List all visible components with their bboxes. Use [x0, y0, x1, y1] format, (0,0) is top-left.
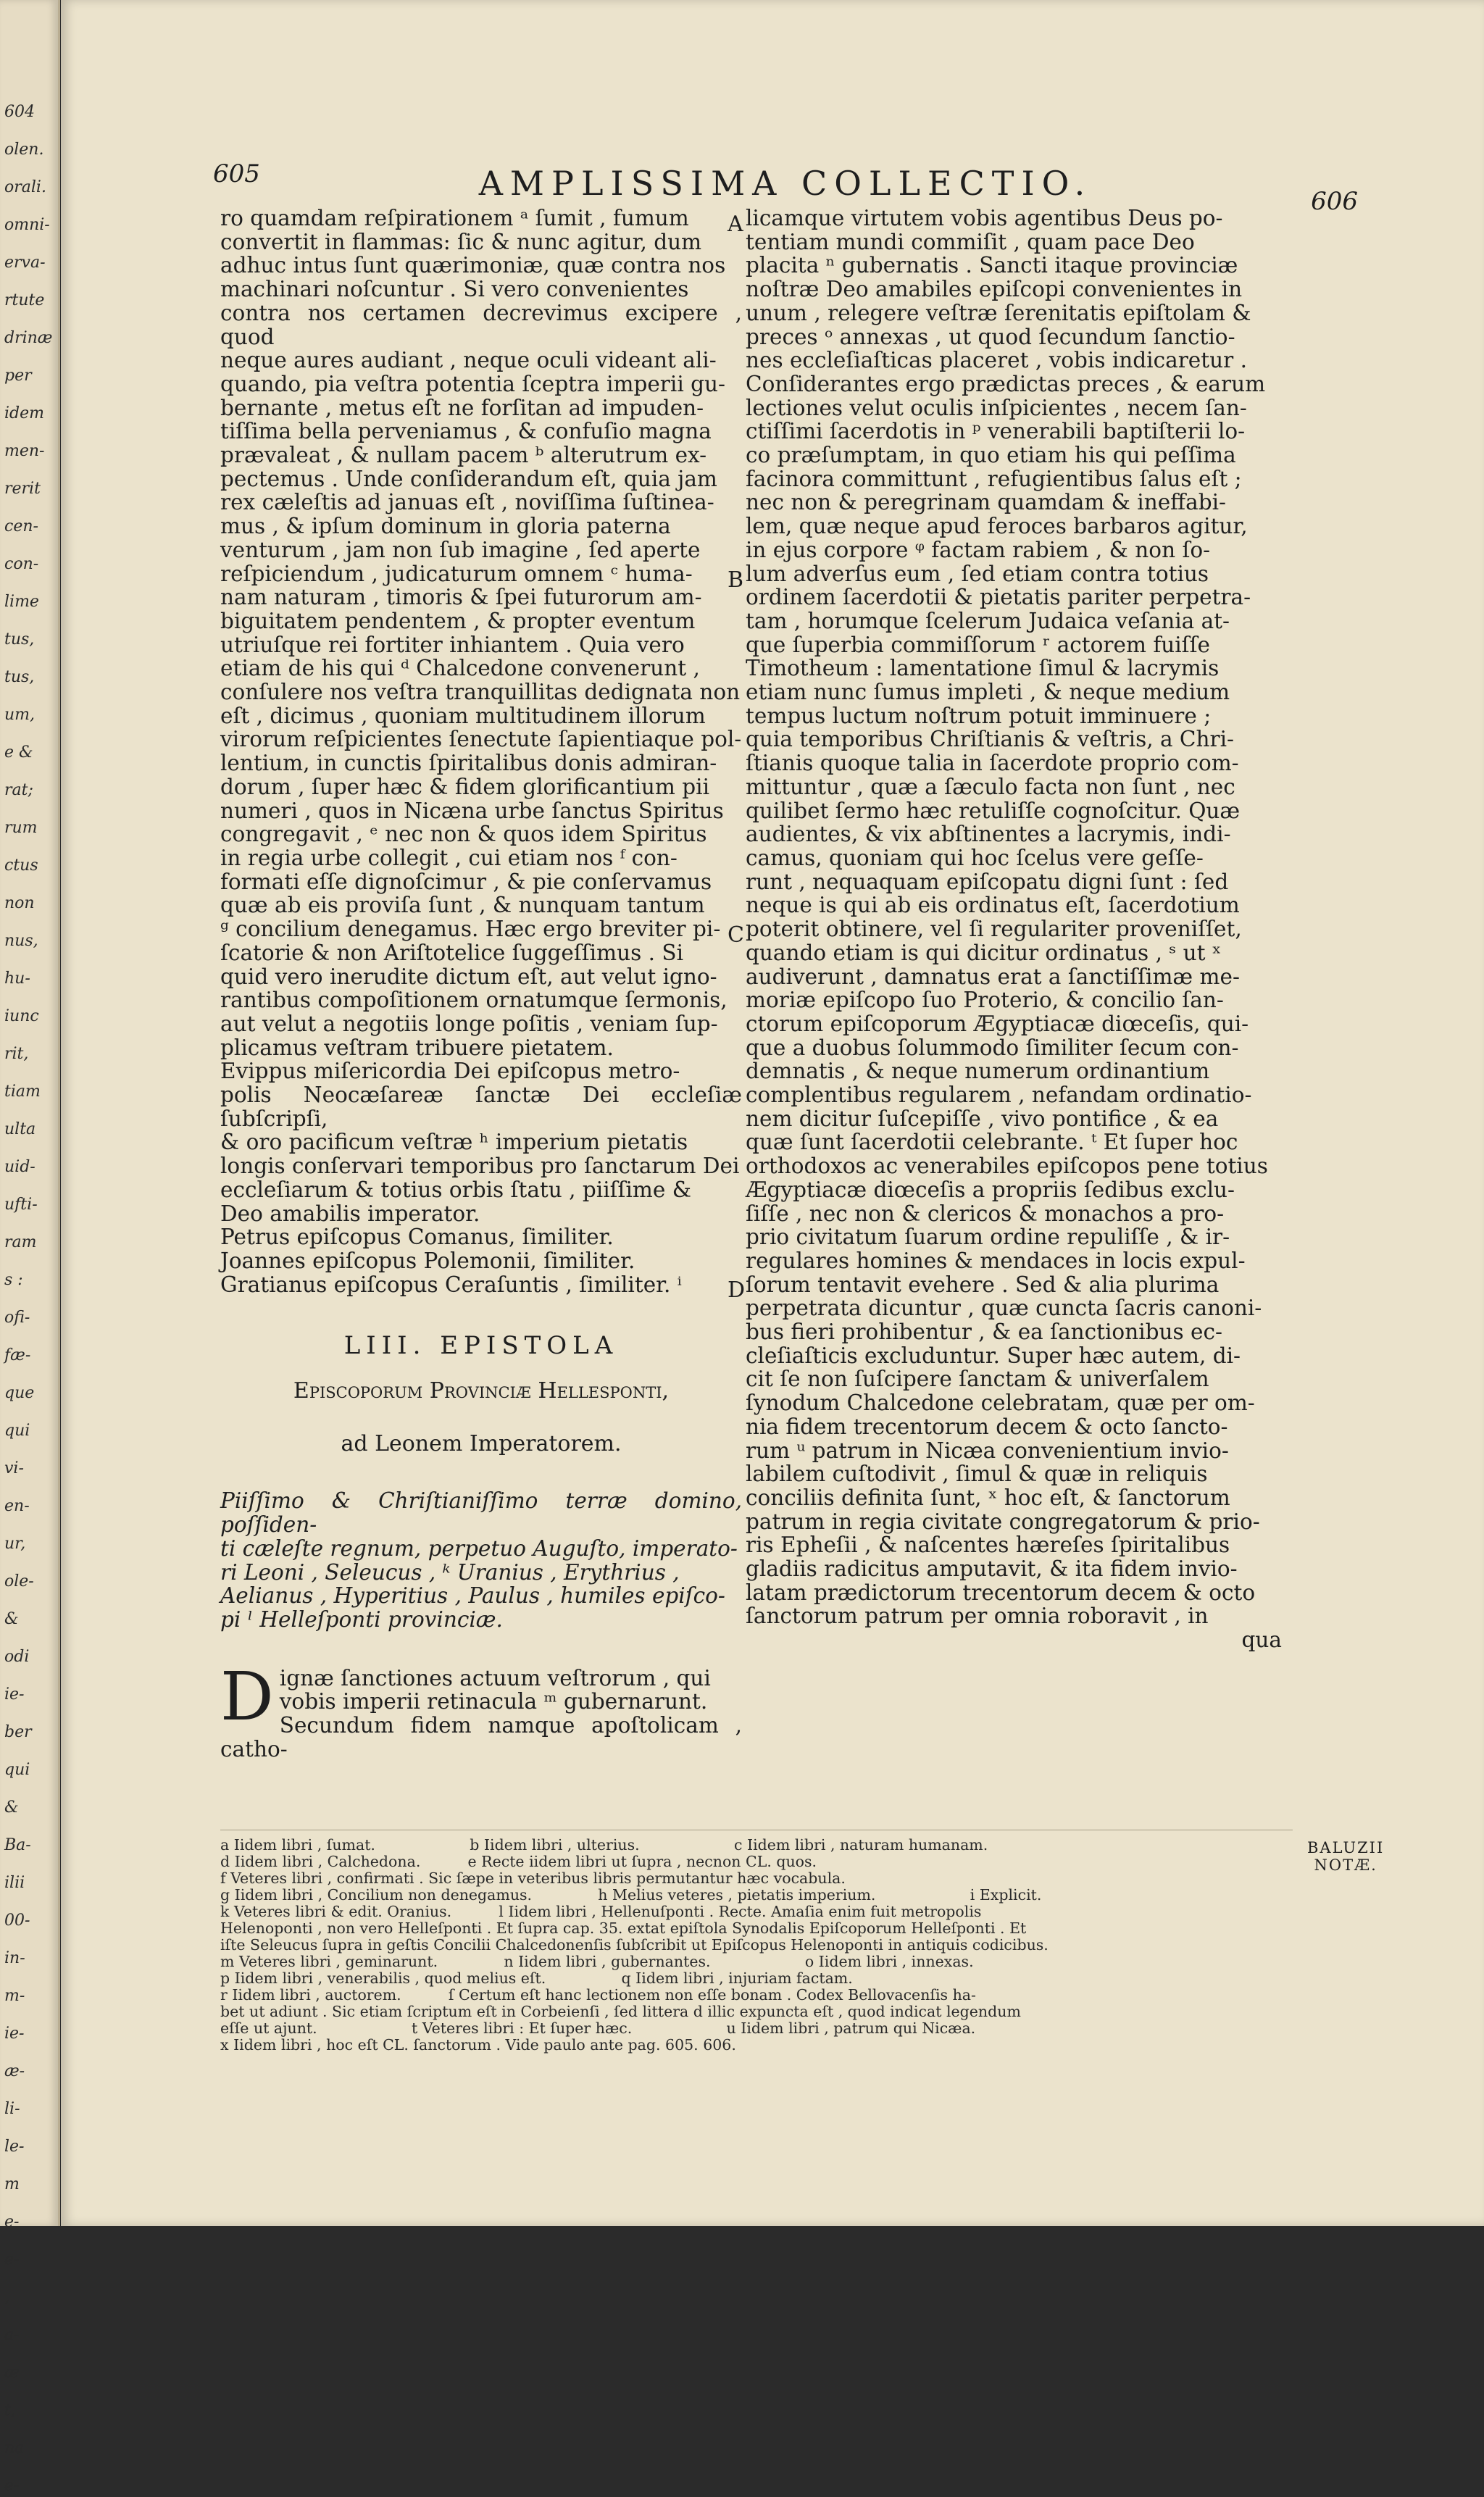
text-line: ctorum epiſcoporum Ægyptiacæ diœceſis, qui- — [746, 1011, 1249, 1036]
previous-page-fragment: lime — [4, 593, 39, 611]
page-header — [213, 159, 1358, 216]
previous-page-fragment: & — [4, 1610, 19, 1628]
right-column — [746, 207, 1282, 1652]
previous-page-fragment: a- — [4, 2326, 20, 2344]
footnotes-label-line1: BALUZII — [1307, 1839, 1385, 1856]
previous-page-fragment: rum — [4, 819, 38, 837]
text-line: lectiones velut oculis inſpicientes , necem ſan- — [746, 395, 1247, 420]
previous-page-fragment: ie- — [4, 2025, 25, 2043]
text-line: dorum , ſuper hæc & fidem glorificantium pii — [220, 774, 710, 799]
left-column-text — [220, 207, 742, 1225]
previous-page-fragment: rerit — [4, 480, 41, 498]
text-line: reſpiciendum , judicaturum omnem ᶜ huma- — [220, 561, 693, 586]
text-line: ſanctorum patrum per omnia roboravit , in — [746, 1604, 1209, 1629]
text-line: ctiſſimi ſacerdotis in ᵖ venerabili baptiſterii lo- — [746, 419, 1246, 444]
address-line: pi ˡ Helleſponti provinciæ. — [220, 1606, 503, 1632]
text-line: Conſiderantes ergo prædictas preces , & earum — [746, 371, 1266, 396]
catchword: qua — [1241, 1627, 1282, 1653]
previous-page-fragment: na — [4, 2439, 25, 2457]
previous-page-fragment: ctus — [4, 856, 38, 875]
previous-page-fragment: omni- — [4, 216, 50, 234]
footnote-line: a Iidem libri , ſumat. b Iidem libri , ulterius. c Iidem libri , naturam humanam. — [220, 1836, 988, 1854]
previous-page-fragment: erva- — [4, 254, 46, 272]
footnote-line: x Iidem libri , hoc eſt CL. ſanctorum . Vide paulo ante pag. 605. 606. — [220, 2036, 736, 2054]
previous-page-fragment: iunc — [4, 1007, 39, 1025]
previous-page-fragment: tiam — [4, 1083, 41, 1101]
right-page-number: 606 — [1311, 187, 1358, 216]
text-line: machinari noſcuntur . Si vero convenientes — [220, 277, 689, 302]
footnote-line: p Iidem libri , venerabilis , quod melius eſt. q Iidem libri , injuriam factam. — [220, 1969, 853, 1987]
text-line: prævaleat , & nullam pacem ᵇ alterutrum ex- — [220, 443, 707, 468]
previous-page-fragment: rat; — [4, 781, 33, 799]
text-line: nam naturam , timoris & ſpei futurorum am- — [220, 585, 702, 610]
previous-page-fragment: ufti- — [4, 1196, 38, 1214]
text-line: quæ ab eis proviſa ſunt , & nunquam tantum — [220, 893, 705, 918]
text-line: mittuntur , quæ a ſæculo facta non ſunt , nec — [746, 774, 1235, 799]
text-line: Evippus miſericordia Dei epiſcopus metro- — [220, 1059, 680, 1084]
margin-marker-d: D — [728, 1277, 746, 1303]
previous-page-fragment: cen- — [4, 517, 38, 535]
signature-line: Gratianus epiſcopus Ceraſuntis , ſimiliter. ⁱ — [220, 1272, 682, 1297]
text-line: audientes, & vix abſtinentes a lacrymis, indi- — [746, 822, 1231, 847]
text-line: Ægyptiacæ diœceſis a propriis ſedibus exclu- — [746, 1177, 1235, 1202]
text-line: nes eccleſiaſticas placeret , vobis indicaretur . — [746, 348, 1247, 373]
text-line: placita ⁿ gubernatis . Sancti itaque provinciæ — [746, 253, 1238, 278]
text-line: convertit in flammas: ſic & nunc agitur, dum — [220, 229, 702, 254]
text-line: cit ſe non ſuſcipere ſanctam & univerſalem — [746, 1367, 1209, 1392]
previous-page-fragment: con- — [4, 555, 39, 573]
previous-page-fragment: e- — [4, 2251, 20, 2269]
text-line: ſtianis quoque talia in ſacerdote proprio com- — [746, 751, 1239, 776]
text-line: rex cæleſtis ad januas eſt , noviſſima ſuſtinea- — [220, 490, 714, 515]
text-line: quid vero ineruditе dictum eſt, aut velut igno- — [220, 964, 717, 989]
text-line: Secundum fidem namque apoſtolicam , catho- — [220, 1713, 742, 1762]
previous-page-number: 604 — [4, 103, 35, 121]
text-line: nia fidem trecentorum decem & octo ſancto- — [746, 1414, 1228, 1439]
previous-page-fragment: ber — [4, 1723, 32, 1741]
text-line: utriuſque rei fortiter inhiantem . Quia vero — [220, 632, 685, 657]
address-line: ti cæleſte regnum, perpetuo Auguſto, imperato- — [220, 1535, 738, 1561]
text-line: virorum reſpicientes ſenectute ſapientiaque pol- — [220, 727, 742, 752]
previous-page-fragment: ofi- — [4, 1309, 30, 1327]
signature-line: Petrus epiſcopus Comanus, ſimiliter. — [220, 1225, 614, 1250]
margin-marker-c: C — [728, 922, 744, 948]
text-line: ſorum tentavit evehere . Sed & alia plurima — [746, 1272, 1220, 1297]
text-line: quilibet ſermo hæc retuliſſe cognoſcitur. Quæ — [746, 798, 1241, 823]
signature-line: Joannes epiſcopus Polemonii, ſimiliter. — [220, 1248, 635, 1273]
previous-page-fragment: tus, — [4, 630, 35, 649]
previous-page-fragment: e- — [4, 2477, 20, 2495]
previous-page-fragment: æ- — [4, 2062, 25, 2080]
text-line: pectemus . Unde conſiderandum eſt, quia jam — [220, 466, 717, 491]
text-line: congregavit , ᵉ nec non & quos idem Spiritus — [220, 822, 707, 847]
text-line: runt , nequaquam epiſcopatu digni ſunt : ſed — [746, 869, 1229, 894]
previous-page-edge — [0, 0, 60, 2495]
text-line: ſcatorie & non Ariſtotelice ſuggeſſimus . Si — [220, 940, 684, 965]
text-line: labilem cuſtodivit , ſimul & quæ in reliquis — [746, 1462, 1208, 1487]
text-line: etiam de his qui ᵈ Chalcedone convenerunt , — [220, 656, 700, 681]
text-line: adhuc intus ſunt quærimoniæ, quæ contra nos — [220, 253, 726, 278]
address-line: ri Leoni , Seleucus , ᵏ Uranius , Erythrius , — [220, 1559, 680, 1585]
text-line: quæ ſunt ſacerdotii celebrante. ᵗ Et ſuper hoc — [746, 1130, 1238, 1155]
left-page-number: 605 — [213, 159, 260, 188]
footnote-line: bet ut adiunt . Sic etiam ſcriptum eſt in Corbeienſi , ſed littera d illic expuncta eſt , quod indicat legendum — [220, 2003, 1021, 2020]
book-page — [61, 0, 1484, 2226]
previous-page-fragment: 00- — [4, 1912, 30, 1930]
epistle-heading: LIII. EPISTOLA — [343, 1331, 619, 1361]
text-line: moriæ epiſcopo ſuo Proterio, & concilio ſan- — [746, 988, 1224, 1013]
previous-page-fragment: olen. — [4, 141, 44, 159]
text-line: orthodoxos ac venerabiles epiſcopos pene totius — [746, 1154, 1268, 1179]
text-line: que a duobus ſolummodo ſimiliter ſecum con- — [746, 1035, 1239, 1060]
footnote-line: Helenoponti , non vero Helleſponti . Et ſupra cap. 35. extat epiſtola Synodalis Epiſcoporum Helleſponti . Et — [220, 1919, 1027, 1937]
previous-page-fragment: ulta — [4, 1120, 36, 1138]
previous-page-fragment: ilii — [4, 1874, 25, 1892]
text-line: tam , horumque ſcelerum Judaica veſania at- — [746, 608, 1230, 633]
address-line: Piiſſimo & Chriſtianiſſimo terræ domino, poſſiden- — [220, 1488, 742, 1538]
text-line: cleſiaſticis excluduntur. Super hæc autem, di- — [746, 1343, 1241, 1368]
footnotes-label-line2: NOTÆ. — [1314, 1856, 1377, 1874]
text-line: polis Neocæſareæ ſanctæ Dei eccleſiæ ſubſcripſi, — [220, 1083, 742, 1131]
signature-list — [220, 1225, 742, 1296]
previous-page-fragment: fæ- — [4, 1346, 31, 1364]
text-line: co præſumptam, in quo etiam his qui peſſima — [746, 443, 1236, 468]
previous-page-fragment: ie- — [4, 1685, 25, 1704]
text-line: conſulere nos veſtra tranquillitas dedignata non — [220, 680, 741, 705]
text-line: lum adverſus eum , ſed etiam contra totius — [746, 561, 1209, 586]
text-line: quia temporibus Chriſtianis & veſtris, a Chri- — [746, 727, 1235, 752]
text-line: facinora committunt , refugientibus ſalus eſt ; — [746, 466, 1242, 491]
text-line: plicamus veſtram tribuere pietatem. — [220, 1035, 614, 1060]
text-line: ordinem ſacerdotii & pietatis pariter perpetra- — [746, 585, 1251, 610]
text-line: noſtræ Deo amabiles epiſcopi convenientes in — [746, 277, 1243, 302]
footnote-line: r Iidem libri , auctorem. ſ Certum eſt hanc lectionem non eſſe bonam . Codex Bellovacenſis ha- — [220, 1986, 976, 2004]
text-line: numeri , quos in Nicæna urbe ſanctus Spiritus — [220, 798, 724, 823]
previous-page-fragment: m- — [4, 1987, 25, 2005]
text-line: eccleſiarum & totius orbis ſtatu , piiſſime & — [220, 1177, 691, 1202]
text-line: lem, quæ neque apud feroces barbaros agitur, — [746, 514, 1248, 539]
previous-page-fragment: t, — [4, 2401, 16, 2419]
right-column-text — [746, 207, 1282, 1628]
previous-page-fragment: vi- — [4, 1459, 24, 1477]
previous-page-fragment: rit, — [4, 1045, 29, 1063]
previous-page-fragment: per — [4, 367, 32, 385]
text-line: ignæ ſanctiones actuum veſtrorum , qui — [279, 1665, 711, 1691]
previous-page-fragment: nus, — [4, 932, 38, 950]
previous-page-fragment: drinæ — [4, 329, 53, 347]
text-line: longis conſervari temporibus pro ſanctarum Dei — [220, 1154, 740, 1179]
text-line: conciliis definita ſunt, ˣ hoc eſt, & ſanctorum — [746, 1485, 1230, 1510]
text-line: in ejus corpore ᵠ factam rabiem , & non ſo- — [746, 537, 1211, 562]
text-line: que ſuperbia commiſſorum ʳ actorem fuiſſe — [746, 632, 1210, 657]
text-line: patrum in regia civitate congregatorum & prio- — [746, 1509, 1260, 1534]
text-line: ro quamdam reſpirationem ᵃ ſumit , fumum — [220, 206, 689, 230]
footnote-line: k Veteres libri & edit. Oranius. l Iidem libri , Hellenuſponti . Recte. Amaſia enim fuit metropolis — [220, 1903, 982, 1920]
address-line: Aelianus , Hyperitius , Paulus , humiles epiſco- — [220, 1583, 725, 1609]
previous-page-fragment: e & — [4, 743, 33, 762]
text-line: quando, pia veſtra potentia ſceptra imperii gu- — [220, 371, 725, 396]
previous-page-fragment: in- — [4, 1949, 25, 1967]
text-line: lentium, in cunctis ſpiritalibus donis admiran- — [220, 751, 717, 776]
text-line: quando etiam is qui dicitur ordinatus , ˢ ut ˣ — [746, 940, 1222, 965]
footnote-line: g Iidem libri , Concilium non denegamus. h Melius veteres , pietatis imperium. i Explicit. — [220, 1886, 1042, 1904]
text-line: aut velut a negotiis longe poſitis , veniam ſup- — [220, 1011, 718, 1036]
text-line: bus fieri prohibentur , & ea ſanctionibus ec- — [746, 1320, 1222, 1345]
text-line: audiverunt , damnatus erat a ſanctiſſimæ me- — [746, 964, 1240, 989]
text-line: in regia urbe collegit , cui etiam nos ᶠ con- — [220, 845, 678, 870]
previous-page-fragment: hu- — [4, 970, 30, 988]
margin-marker-a: A — [728, 212, 743, 237]
text-line: rantibus compoſitionem ornatumque ſermonis, — [220, 988, 728, 1013]
text-line: latam prædictorum trecentorum decem & octo — [746, 1580, 1256, 1605]
text-line: demnatis , & neque numerum ordinantium — [746, 1059, 1210, 1084]
previous-page-fragment: le- — [4, 2138, 25, 2156]
text-line: regulares homines & mendaces in locis expul- — [746, 1248, 1246, 1273]
text-line: venturum , jam non ſub imagine , ſed aperte — [220, 537, 701, 562]
previous-page-fragment: e- — [4, 2213, 20, 2231]
previous-page-fragment: um, — [4, 706, 36, 724]
epistle-recipient: ad Leonem Imperatorem. — [341, 1430, 622, 1456]
text-line: licamque virtutem vobis agentibus Deus po- — [746, 206, 1223, 230]
text-line: mus , & ipſum dominum in gloria paterna — [220, 514, 671, 539]
previous-page-fragment: qui — [4, 1761, 30, 1779]
footnote-line: f Veteres libri , confirmati . Sic ſæpe in veteribus libris permutantur hæc vocabula. — [220, 1869, 846, 1887]
text-line: nem dicitur ſuſcepiſſe , vivo pontifice , & ea — [746, 1106, 1219, 1131]
text-line: neque aures audiant , neque oculi videant ali- — [220, 348, 717, 373]
text-line: vobis imperii retinacula ᵐ gubernarunt. — [279, 1689, 708, 1714]
text-line: perpetrata dicuntur , quæ cuncta ſacris canoni- — [746, 1296, 1262, 1321]
text-line: poterit obtinere, vel ſi regulariter proveniſſet, — [746, 917, 1242, 942]
previous-page-fragment: , — [4, 2288, 9, 2306]
previous-page-fragment: Ba- — [4, 1836, 31, 1854]
previous-page-fragment: tus, — [4, 668, 35, 686]
footnote-line: d Iidem libri , Calchedona. e Recte iidem libri ut ſupra , necnon CL. quos. — [220, 1853, 817, 1870]
text-line: nec non & peregrinam quamdam & ineffabi- — [746, 490, 1227, 515]
text-line: neque is qui ab eis ordinatus eſt, ſacerdotium — [746, 893, 1240, 918]
previous-page-fragment: & — [4, 1798, 19, 1817]
previous-page-fragment: ram — [4, 1233, 37, 1251]
previous-page-fragments — [0, 139, 58, 2497]
previous-page-fragment: ur, — [4, 1535, 26, 1553]
footnote-line: m Veteres libri , geminarunt. n Iidem libri , gubernantes. o Iidem libri , innexas. — [220, 1953, 974, 1970]
footnote-line: iſte Seleucus ſupra in geſtis Concilii Chalcedonenſis ſubſcribit ut Epiſcopus Helenoponti in antiquis codicibus. — [220, 1936, 1049, 1954]
text-line: rum ᵘ patrum in Nicæa convenientium inviо- — [746, 1438, 1229, 1463]
text-line: complentibus regularem , nefandam ordinatio- — [746, 1083, 1252, 1108]
previous-page-fragment: li- — [4, 2100, 20, 2118]
epistle-opening-text — [220, 1657, 742, 1762]
previous-page-fragment: rtute — [4, 291, 45, 309]
text-line: ᵍ concilium denegamus. Hæc ergo breviter pi- — [220, 917, 721, 942]
text-line: preces ᵒ annexas , ut quod ſecundum ſanctio- — [746, 324, 1235, 349]
text-line: ris Epheſii , & naſcentes hæreſes ſpiritalibus — [746, 1533, 1230, 1558]
text-line: Timotheum : lamentatione ſimul & lacrymis — [746, 656, 1220, 681]
running-title: AMPLISSIMA COLLECTIO. — [478, 164, 1093, 203]
previous-page-fragment: non — [4, 894, 35, 912]
previous-page-fragment: qui — [4, 1422, 30, 1440]
text-line: Deo amabilis imperator. — [220, 1201, 480, 1226]
footnotes-label — [1307, 1839, 1384, 1874]
epistle-address — [220, 1489, 742, 1631]
text-line: formati eſſe dignoſcimur , & pie conſervamus — [220, 869, 712, 894]
previous-page-fragment: idem — [4, 404, 44, 422]
text-line: tempus luctum noſtrum potuit imminuere ; — [746, 703, 1212, 728]
text-line: prio civitatum ſuarum ordine repuliſſe , & ir- — [746, 1225, 1230, 1250]
previous-page-fragment: en- — [4, 1497, 30, 1515]
epistle-opening — [220, 1657, 742, 1762]
text-line: camus, quoniam qui hoc ſcelus vere geſſe- — [746, 845, 1204, 870]
previous-page-fragment: m — [4, 2175, 20, 2193]
previous-page-fragment: æ — [4, 2364, 20, 2382]
footnote-line: eſſe ut ajunt. t Veteres libri : Et ſuper hæc. u Iidem libri , patrum qui Nicæa. — [220, 2019, 976, 2037]
text-line: contra nos certamen decrevimus excipere , quod — [220, 300, 742, 349]
drop-cap-letter: D — [220, 1657, 274, 1735]
previous-page-fragment: que — [4, 1384, 35, 1402]
text-line: tiſſima bella perveniamus , & confuſio magna — [220, 419, 712, 444]
text-line: etiam nunc ſumus impleti , & neque medium — [746, 680, 1230, 705]
text-line: biguitatem pendentem , & propter eventum — [220, 608, 696, 633]
text-line: ſiſſe , nec non & clericos & monachos a pro- — [746, 1201, 1225, 1226]
previous-page-fragment: ole- — [4, 1572, 34, 1591]
previous-page-fragment: men- — [4, 442, 45, 460]
left-column — [220, 207, 742, 1761]
text-line: eſt , dicimus , quoniam multitudinem illorum — [220, 703, 706, 728]
previous-page-fragment: orali. — [4, 178, 46, 196]
text-line: & oro pacificum veſtræ ʰ imperium pietatis — [220, 1130, 688, 1155]
previous-page-fragment: odi — [4, 1648, 30, 1666]
text-line: ſynodum Chalcedone celebratam, quæ per om- — [746, 1391, 1255, 1416]
text-line: unum , relegere veſtræ ſerenitatis epiſtolam & — [746, 300, 1251, 325]
previous-page-fragment: s : — [4, 1271, 23, 1289]
text-line: gladiis radicitus amputavit, & ita fidem invio- — [746, 1556, 1238, 1582]
text-line: bernante , metus eſt ne forſitan ad impuden- — [220, 395, 704, 420]
footnotes — [220, 1837, 1293, 2054]
epistle-subheading: Episcoporum Provinciæ Hellesponti, — [293, 1378, 670, 1404]
margin-marker-b: B — [728, 567, 744, 593]
text-line: tentiam mundi commiſit , quam pace Deo — [746, 229, 1195, 254]
previous-page-fragment: uid- — [4, 1158, 36, 1176]
